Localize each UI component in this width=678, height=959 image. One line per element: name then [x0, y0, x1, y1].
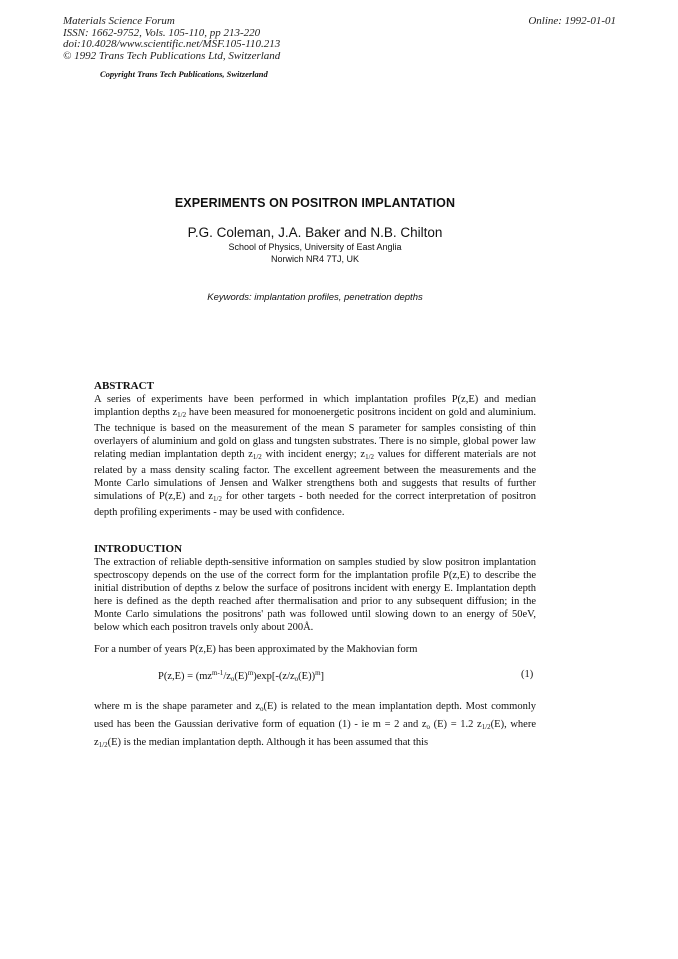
affiliation-line-1: School of Physics, University of East Anglia	[228, 242, 402, 252]
paper-authors: P.G. Coleman, J.A. Baker and N.B. Chilton	[187, 225, 443, 240]
issn-line: ISSN: 1662-9752, Vols. 105-110, pp 213-220	[63, 26, 261, 39]
doi-line: doi:10.4028/www.scientific.net/MSF.105-110.213	[63, 38, 281, 50]
journal-header	[63, 16, 280, 62]
online-date: Online: 1992-01-01	[528, 15, 616, 27]
publisher-copyright: © 1992 Trans Tech Publications Ltd, Switzerland	[63, 49, 281, 62]
abstract-text: A series of experiments have been performed in which implantation profiles P(z,E) and median implantion depths $z_{1/2}$ have been measured for monoenergetic positrons incident on gold and aluminium. The technique is based on the measurement of the mean S parameter for samples consisting of thin overlayers of aluminium and gold on glass and tungsten substrates. There is no simple, global power law relating median implantation depth $z_{1/2}$ with incident energy; $z_{1/2}$ values for different materials are not related by a mass density scaling factor. The excellent agreement between the measurements and the Monte Carlo simulations of Jensen and Walker strengthens both and suggests that results of further simulations of P(z,E) and $z_{1/2}$ for other targets - both needed for the correct interpretation of positron depth profiling experiments - may be used with confidence.	[94, 394, 536, 518]
introduction-section	[94, 543, 536, 634]
affiliation	[0, 242, 630, 265]
abstract-section	[94, 380, 536, 519]
introduction-paragraph-1: The extraction of reliable depth-sensitive information on samples studied by slow positron implantation spectroscopy depends on the use of the correct form for the implantation profile P(z,E) to describe the initial distribution of depths z below the surface of positrons incident with energy E. Implantation depth here is defined as the depth reached after thermalisation and prior to any subsequent diffusion; in the Monte Carlo simulations the positrons' path was followed until slowing down to an energy of 50eV, below which each positron travels only about 200Å.	[94, 557, 536, 633]
equation-number: (1)	[521, 669, 534, 680]
equation-1: $P(z,E) = (mz^{m-1}/z_o(E)^m)\exp[-(z/z_o(E))^m]$	[158, 669, 325, 683]
keywords: Keywords: implantation profiles, penetration depths	[207, 292, 423, 303]
introduction-heading: INTRODUCTION	[94, 543, 183, 555]
paper-title: EXPERIMENTS ON POSITRON IMPLANTATION	[174, 196, 456, 210]
abstract-heading: ABSTRACT	[94, 380, 154, 392]
introduction-paragraph-3: where m is the shape parameter and $z_o(E)$ is related to the mean implantation depth. Most commonly used has been the Gaussian derivative form of equation (1) - ie m = 2 and $z_o$ (E) = 1.2 $z_{1/2}(E)$, where $z_{1/2}(E)$ is the median implantation depth. Although it has been assumed that this	[94, 701, 536, 749]
affiliation-line-2: Norwich NR4 7TJ, UK	[270, 253, 360, 264]
copyright-notice: Copyright Trans Tech Publications, Switzerland	[100, 69, 268, 79]
introduction-paragraph-2: For a number of years P(z,E) has been approximated by the Makhovian form	[94, 644, 418, 655]
journal-name: Materials Science Forum	[63, 15, 175, 27]
